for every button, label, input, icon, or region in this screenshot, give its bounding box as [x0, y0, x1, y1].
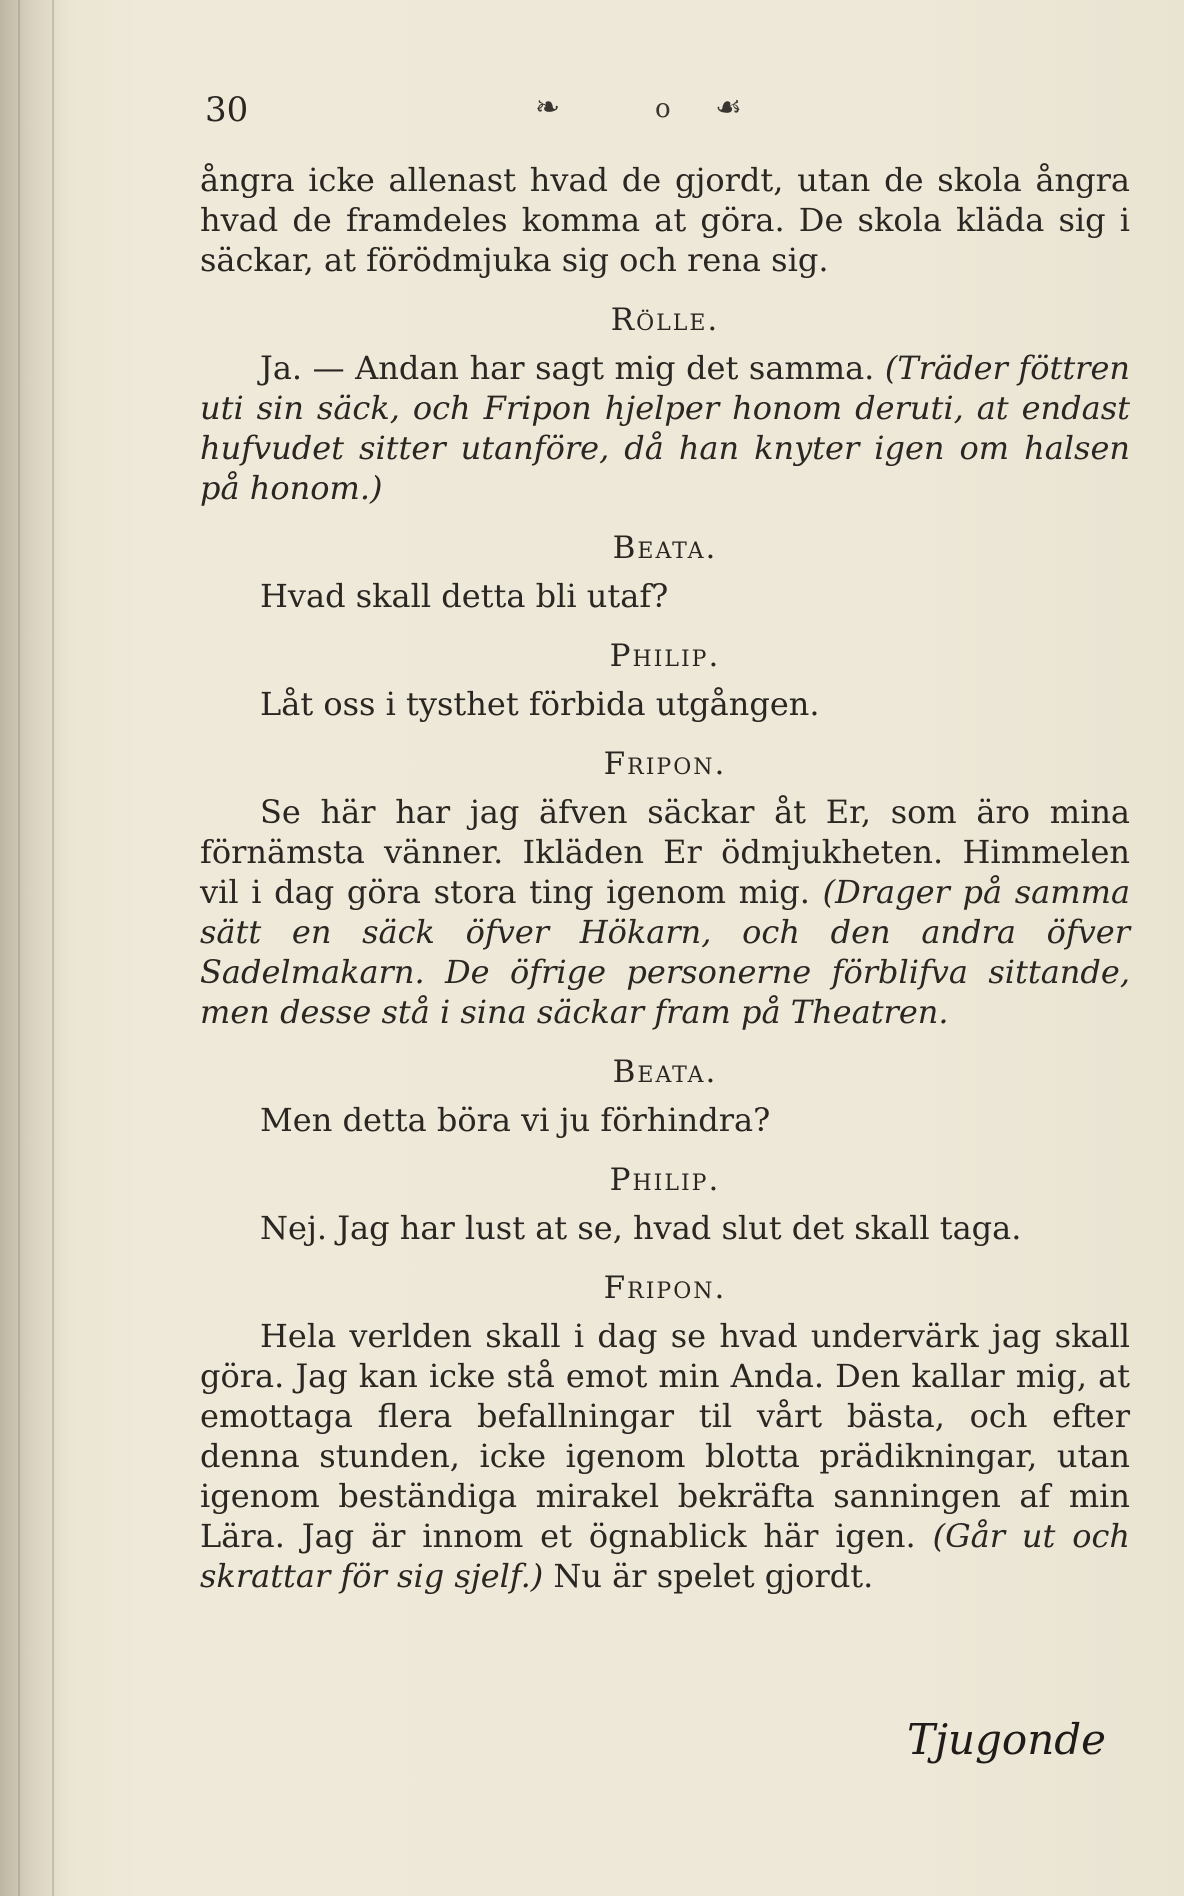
- paragraph: ångra icke allenast hvad de gjordt, utan de skola ångra hvad de framdeles komma at göra. De skola kläda sig i säckar, at förödmjuka sig och rena sig.: [200, 161, 1130, 279]
- speaker-name: Philip.: [609, 638, 721, 674]
- page-edge-line: [52, 0, 54, 1896]
- dialogue-text: Se här har jag äfven säckar åt Er, som äro mina förnämsta vänner. Ikläden Er ödmjukheten. Himmelen vil i dag göra stora ting igenom mig.: [200, 793, 1130, 911]
- speaker-name: Beata.: [612, 1054, 718, 1090]
- body-text: [200, 160, 1130, 1596]
- gutter-shadow: [18, 0, 20, 1896]
- dialogue-text: Ja. — Andan har sagt mig det samma.: [260, 349, 875, 387]
- stage-direction: (Träder föttren uti sin säck, och Fripon hjelper honom deruti, at endast hufvudet sitter utanföre, då han knyter igen om halsen på honom.): [200, 349, 1131, 507]
- paragraph: [200, 348, 1130, 508]
- speaker-name: Rölle.: [610, 302, 720, 338]
- paragraph: Men detta böra vi ju förhindra?: [260, 1101, 771, 1139]
- ornament-left-icon: ❧: [535, 90, 561, 125]
- paragraph: [200, 1316, 1130, 1596]
- ornament-right-icon: ☙: [715, 90, 742, 125]
- speaker-name: Philip.: [609, 1162, 721, 1198]
- paragraph: Låt oss i tysthet förbida utgången.: [260, 685, 820, 723]
- dialogue-text: Hela verlden skall i dag se hvad undervärk jag skall göra. Jag kan icke stå emot min Anda. Den kallar mig, at emottaga flera befallningar til vårt bästa, och efter denna stunden, icke igenom blotta prädikningar, utan igenom beständiga mirakel bekräfta sanningen af min Lära. Jag är innom et ögnablick här igen.: [200, 1317, 1130, 1555]
- page-number: 30: [205, 90, 249, 130]
- dialogue-text: Nu är spelet gjordt.: [553, 1557, 874, 1595]
- speaker-name: Beata.: [612, 530, 718, 566]
- paragraph: [200, 792, 1130, 1032]
- page-header: [205, 90, 1105, 130]
- speaker-name: Fripon.: [603, 746, 727, 782]
- speaker-name: Fripon.: [603, 1270, 727, 1306]
- stage-direction: (Drager på samma sätt en säck öfver Hökarn, och den andra öfver Sadelmakarn. De öfrige personerne förblifva sittande, men desse stå i sina säckar fram på Theatren.: [200, 873, 1131, 1031]
- catchword: Tjugonde: [906, 1715, 1106, 1764]
- paragraph: Hvad skall detta bli utaf?: [260, 577, 669, 615]
- ornament-mid: o: [655, 94, 671, 124]
- paragraph: Nej. Jag har lust at se, hvad slut det skall taga.: [260, 1209, 1022, 1247]
- stage-direction: (Går ut och skrattar för sig sjelf.): [200, 1517, 1131, 1595]
